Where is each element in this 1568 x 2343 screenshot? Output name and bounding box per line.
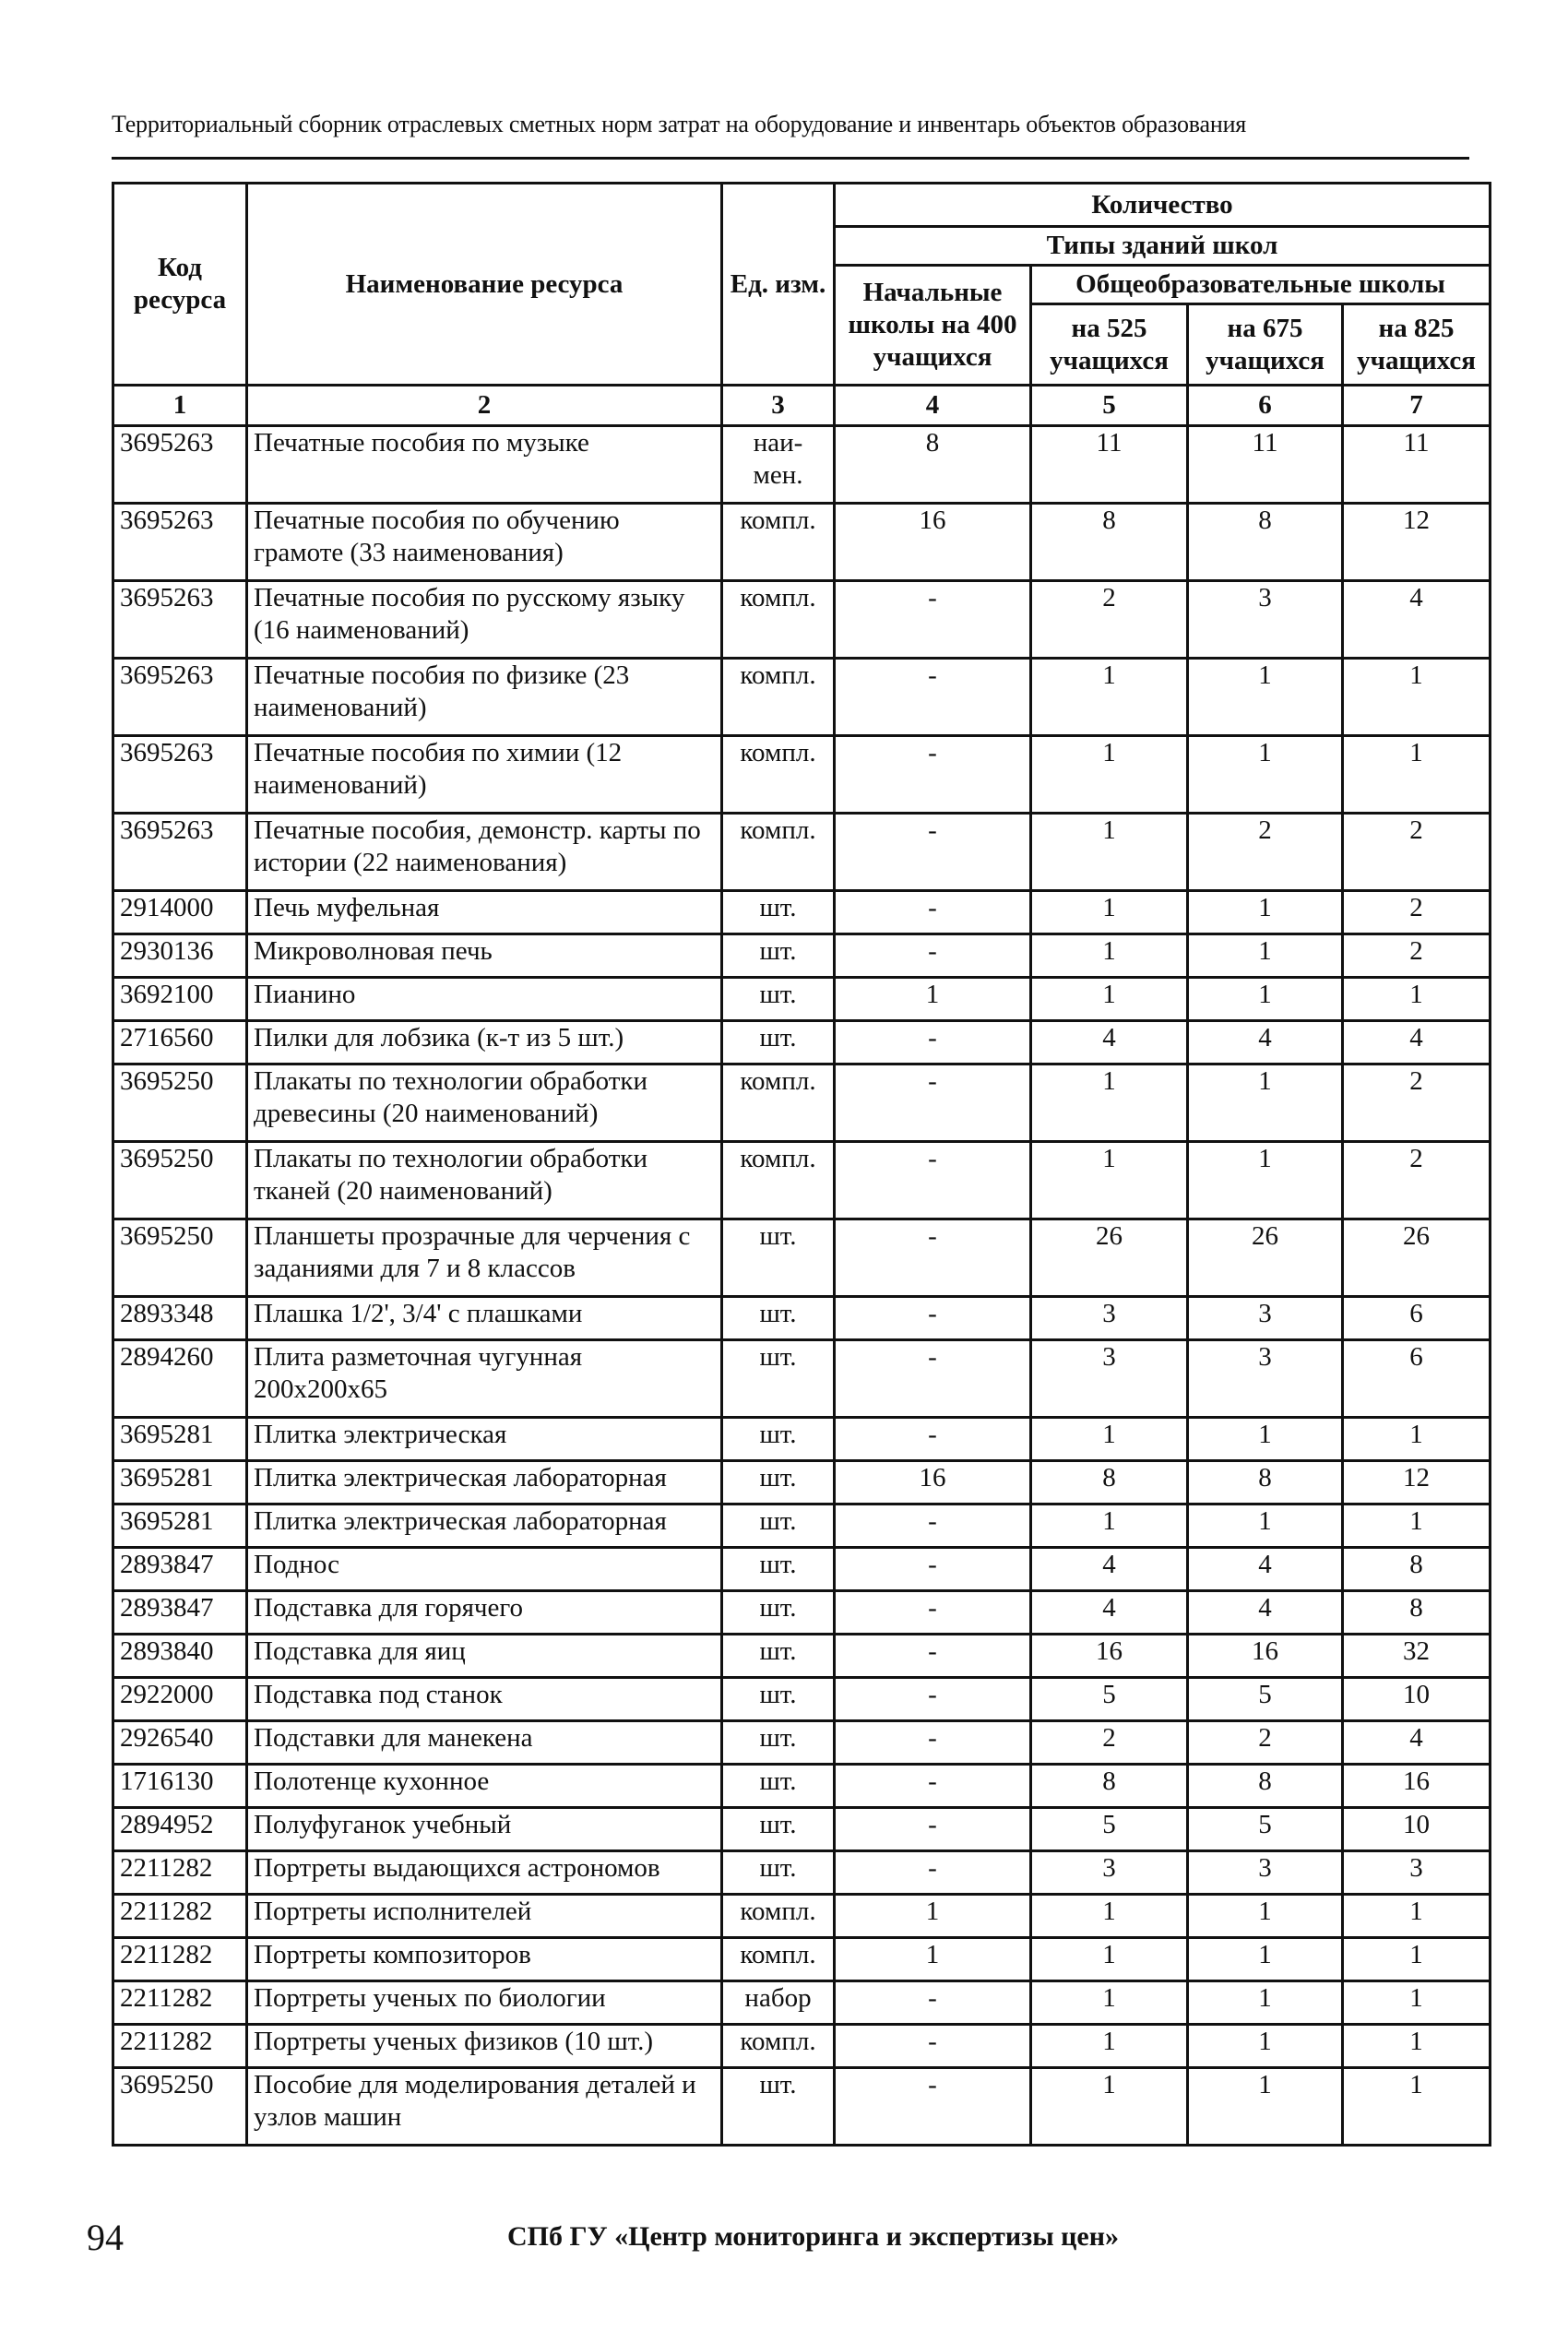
qty-825: 10 [1343,1808,1491,1851]
qty-825: 1 [1343,1895,1491,1938]
table-row [113,1021,1491,1064]
qty-825: 32 [1343,1635,1491,1678]
resource-name: Портреты ученых физиков (10 шт.) [247,2025,722,2068]
resource-name: Подставка для яиц [247,1635,722,1678]
unit: компл. [722,814,835,891]
table-row [113,1548,1491,1591]
resource-code: 3695263 [113,736,247,814]
qty-400: - [835,1297,1031,1340]
qty-400: - [835,659,1031,736]
qty-525: 4 [1031,1548,1188,1591]
qty-400: 1 [835,1895,1031,1938]
table-row [113,1461,1491,1505]
qty-525: 1 [1031,1064,1188,1142]
qty-400: - [835,581,1031,659]
qty-525: 3 [1031,1851,1188,1895]
qty-825: 1 [1343,978,1491,1021]
unit: шт. [722,1635,835,1678]
table-body [113,426,1491,2146]
qty-825: 4 [1343,1021,1491,1064]
unit: компл. [722,736,835,814]
qty-825: 26 [1343,1219,1491,1297]
qty-525: 8 [1031,1765,1188,1808]
qty-400: 1 [835,978,1031,1021]
table-row [113,934,1491,978]
resource-name: Плитка электрическая лабораторная [247,1505,722,1548]
header-name: Наименование ресурса [247,184,722,386]
resource-name: Микроволновая печь [247,934,722,978]
resource-name: Портреты композиторов [247,1938,722,1981]
qty-825: 1 [1343,736,1491,814]
qty-525: 11 [1031,426,1188,504]
qty-400: - [835,1418,1031,1461]
qty-400: 8 [835,426,1031,504]
qty-400: - [835,1591,1031,1635]
qty-525: 1 [1031,736,1188,814]
unit: шт. [722,978,835,1021]
unit: наи-мен. [722,426,835,504]
qty-400: - [835,1219,1031,1297]
qty-675: 1 [1188,1505,1343,1548]
qty-675: 8 [1188,1461,1343,1505]
table-row [113,1938,1491,1981]
qty-675: 8 [1188,1765,1343,1808]
header-525: на 525 учащихся [1031,304,1188,386]
table-row [113,504,1491,581]
column-number: 6 [1188,386,1343,426]
unit: компл. [722,581,835,659]
resource-code: 2930136 [113,934,247,978]
qty-525: 1 [1031,934,1188,978]
qty-675: 16 [1188,1635,1343,1678]
qty-825: 2 [1343,1064,1491,1142]
table-row [113,581,1491,659]
qty-525: 1 [1031,2025,1188,2068]
qty-525: 1 [1031,1895,1188,1938]
resource-name: Плитка электрическая [247,1418,722,1461]
unit: шт. [722,1340,835,1418]
resource-code: 2211282 [113,1895,247,1938]
table-row [113,1635,1491,1678]
qty-825: 1 [1343,659,1491,736]
qty-400: - [835,1142,1031,1219]
qty-675: 1 [1188,934,1343,978]
table-row [113,1297,1491,1340]
table-row [113,1219,1491,1297]
table-row [113,1808,1491,1851]
qty-400: - [835,1678,1031,1721]
qty-825: 3 [1343,1851,1491,1895]
qty-525: 8 [1031,504,1188,581]
resource-name: Портреты выдающихся астрономов [247,1851,722,1895]
table-row [113,659,1491,736]
qty-400: - [835,1808,1031,1851]
qty-675: 11 [1188,426,1343,504]
resource-code: 3695250 [113,1064,247,1142]
unit: компл. [722,2025,835,2068]
resource-code: 2914000 [113,891,247,934]
qty-825: 1 [1343,1418,1491,1461]
qty-400: 16 [835,504,1031,581]
resource-name: Печь муфельная [247,891,722,934]
unit: шт. [722,1505,835,1548]
header-general-schools: Общеобразовательные школы [1031,266,1491,304]
table-row [113,1418,1491,1461]
resource-code: 3695281 [113,1505,247,1548]
resource-name: Плашка 1/2', 3/4' с плашками [247,1297,722,1340]
resource-code: 3695250 [113,2068,247,2146]
table-row [113,1064,1491,1142]
qty-525: 26 [1031,1219,1188,1297]
qty-400: - [835,891,1031,934]
resource-code: 3695250 [113,1142,247,1219]
resource-code: 3695263 [113,504,247,581]
resource-name: Плакаты по технологии обработки тканей (20 наименований) [247,1142,722,1219]
table-row [113,426,1491,504]
table-row [113,1765,1491,1808]
qty-825: 8 [1343,1591,1491,1635]
column-number: 5 [1031,386,1188,426]
column-number: 1 [113,386,247,426]
qty-825: 2 [1343,934,1491,978]
resource-code: 2893847 [113,1548,247,1591]
qty-675: 1 [1188,1064,1343,1142]
qty-825: 4 [1343,581,1491,659]
qty-675: 1 [1188,1981,1343,2025]
resource-name: Плитка электрическая лабораторная [247,1461,722,1505]
qty-525: 4 [1031,1591,1188,1635]
qty-400: - [835,1635,1031,1678]
resource-code: 2926540 [113,1721,247,1765]
qty-675: 2 [1188,814,1343,891]
qty-525: 5 [1031,1808,1188,1851]
resource-code: 2211282 [113,1938,247,1981]
resource-code: 3695263 [113,426,247,504]
unit: шт. [722,1297,835,1340]
qty-675: 1 [1188,659,1343,736]
resource-code: 3695263 [113,581,247,659]
qty-825: 11 [1343,426,1491,504]
resource-name: Пилки для лобзика (к-т из 5 шт.) [247,1021,722,1064]
qty-525: 1 [1031,1505,1188,1548]
unit: шт. [722,2068,835,2146]
resource-name: Печатные пособия по физике (23 наименований) [247,659,722,736]
unit: компл. [722,1938,835,1981]
table-row [113,1851,1491,1895]
resource-name: Поднос [247,1548,722,1591]
qty-400: - [835,934,1031,978]
resource-code: 2893840 [113,1635,247,1678]
qty-825: 2 [1343,891,1491,934]
unit: набор [722,1981,835,2025]
qty-675: 4 [1188,1021,1343,1064]
unit: шт. [722,1765,835,1808]
qty-525: 5 [1031,1678,1188,1721]
qty-825: 8 [1343,1548,1491,1591]
qty-825: 4 [1343,1721,1491,1765]
qty-675: 1 [1188,1895,1343,1938]
running-header: Территориальный сборник отраслевых сметных норм затрат на оборудование и инвентарь объектов образования [112,111,1247,137]
resource-code: 2716560 [113,1021,247,1064]
qty-400: - [835,1064,1031,1142]
qty-525: 1 [1031,659,1188,736]
column-number: 3 [722,386,835,426]
qty-675: 8 [1188,504,1343,581]
resource-name: Плакаты по технологии обработки древесины (20 наименований) [247,1064,722,1142]
resource-name: Портреты исполнителей [247,1895,722,1938]
unit: компл. [722,1895,835,1938]
header-675: на 675 учащихся [1188,304,1343,386]
qty-525: 4 [1031,1021,1188,1064]
qty-825: 12 [1343,1461,1491,1505]
resource-name: Печатные пособия по музыке [247,426,722,504]
qty-400: - [835,814,1031,891]
table-row [113,978,1491,1021]
table-row [113,2068,1491,2146]
qty-400: - [835,1505,1031,1548]
resource-code: 2211282 [113,2025,247,2068]
qty-525: 1 [1031,891,1188,934]
qty-400: 16 [835,1461,1031,1505]
resource-code: 3695281 [113,1418,247,1461]
qty-675: 5 [1188,1678,1343,1721]
qty-825: 12 [1343,504,1491,581]
unit: шт. [722,1591,835,1635]
resource-code: 3692100 [113,978,247,1021]
table-row [113,736,1491,814]
header-code: Код ресурса [113,184,247,386]
qty-400: - [835,736,1031,814]
qty-675: 3 [1188,581,1343,659]
qty-525: 2 [1031,1721,1188,1765]
qty-525: 1 [1031,1142,1188,1219]
qty-525: 1 [1031,1418,1188,1461]
qty-525: 1 [1031,978,1188,1021]
qty-525: 3 [1031,1297,1188,1340]
qty-825: 1 [1343,2025,1491,2068]
qty-825: 6 [1343,1297,1491,1340]
qty-675: 1 [1188,736,1343,814]
resource-code: 2922000 [113,1678,247,1721]
qty-675: 4 [1188,1591,1343,1635]
resource-name: Плита разметочная чугунная 200х200х65 [247,1340,722,1418]
resource-table [112,182,1491,2147]
unit: шт. [722,934,835,978]
qty-825: 10 [1343,1678,1491,1721]
qty-675: 1 [1188,978,1343,1021]
qty-400: - [835,2068,1031,2146]
resource-name: Печатные пособия по обучению грамоте (33 наименования) [247,504,722,581]
unit: шт. [722,1678,835,1721]
table-row [113,1505,1491,1548]
resource-name: Печатные пособия по химии (12 наименований) [247,736,722,814]
header-rule [112,157,1469,160]
unit: компл. [722,659,835,736]
qty-675: 1 [1188,891,1343,934]
unit: шт. [722,1808,835,1851]
resource-name: Полотенце кухонное [247,1765,722,1808]
column-number: 7 [1343,386,1491,426]
resource-name: Пособие для моделирования деталей и узлов машин [247,2068,722,2146]
qty-675: 3 [1188,1851,1343,1895]
qty-675: 1 [1188,2068,1343,2146]
table-row [113,1678,1491,1721]
resource-name: Портреты ученых по биологии [247,1981,722,2025]
qty-525: 1 [1031,814,1188,891]
qty-675: 1 [1188,1418,1343,1461]
resource-code: 3695250 [113,1219,247,1297]
qty-525: 1 [1031,1981,1188,2025]
header-building-types: Типы зданий школ [835,227,1491,266]
qty-400: - [835,1021,1031,1064]
qty-400: - [835,1981,1031,2025]
qty-825: 1 [1343,2068,1491,2146]
qty-675: 3 [1188,1297,1343,1340]
qty-525: 1 [1031,2068,1188,2146]
qty-825: 16 [1343,1765,1491,1808]
unit: шт. [722,1461,835,1505]
qty-675: 1 [1188,1142,1343,1219]
header-quantity: Количество [835,184,1491,227]
resource-code: 2211282 [113,1851,247,1895]
resource-name: Печатные пособия, демонстр. карты по истории (22 наименования) [247,814,722,891]
qty-400: - [835,2025,1031,2068]
unit: компл. [722,1064,835,1142]
qty-400: - [835,1851,1031,1895]
table-row [113,1591,1491,1635]
unit: шт. [722,1219,835,1297]
resource-code: 3695281 [113,1461,247,1505]
qty-675: 2 [1188,1721,1343,1765]
qty-525: 3 [1031,1340,1188,1418]
qty-675: 5 [1188,1808,1343,1851]
resource-name: Планшеты прозрачные для черчения с заданиями для 7 и 8 классов [247,1219,722,1297]
qty-825: 6 [1343,1340,1491,1418]
qty-825: 1 [1343,1938,1491,1981]
resource-code: 2893348 [113,1297,247,1340]
resource-name: Печатные пособия по русскому языку (16 наименований) [247,581,722,659]
table-row [113,814,1491,891]
qty-825: 1 [1343,1981,1491,2025]
resource-name: Полуфуганок учебный [247,1808,722,1851]
unit: шт. [722,1851,835,1895]
table-row [113,1981,1491,2025]
qty-675: 3 [1188,1340,1343,1418]
resource-code: 2894260 [113,1340,247,1418]
unit: шт. [722,1548,835,1591]
resource-code: 2893847 [113,1591,247,1635]
resource-name: Подставка для горячего [247,1591,722,1635]
page-number: 94 [87,2217,124,2258]
resource-code: 1716130 [113,1765,247,1808]
resource-code: 2211282 [113,1981,247,2025]
table-row [113,1142,1491,1219]
qty-675: 1 [1188,1938,1343,1981]
qty-825: 2 [1343,1142,1491,1219]
qty-525: 16 [1031,1635,1188,1678]
header-unit: Ед. изм. [722,184,835,386]
qty-675: 4 [1188,1548,1343,1591]
qty-400: - [835,1548,1031,1591]
qty-675: 1 [1188,2025,1343,2068]
table-row [113,1895,1491,1938]
resource-code: 3695263 [113,659,247,736]
table-row [113,2025,1491,2068]
qty-400: - [835,1340,1031,1418]
column-number: 4 [835,386,1031,426]
header-primary-400: Начальные школы на 400 учащихся [835,266,1031,386]
qty-825: 2 [1343,814,1491,891]
qty-525: 2 [1031,581,1188,659]
qty-825: 1 [1343,1505,1491,1548]
resource-name: Подставки для манекена [247,1721,722,1765]
resource-code: 2894952 [113,1808,247,1851]
resource-name: Подставка под станок [247,1678,722,1721]
unit: шт. [722,891,835,934]
unit: компл. [722,1142,835,1219]
qty-400: - [835,1765,1031,1808]
resource-code: 3695263 [113,814,247,891]
header-825: на 825 учащихся [1343,304,1491,386]
qty-525: 8 [1031,1461,1188,1505]
table-row [113,1340,1491,1418]
unit: шт. [722,1418,835,1461]
qty-400: 1 [835,1938,1031,1981]
unit: шт. [722,1021,835,1064]
table-row [113,1721,1491,1765]
unit: шт. [722,1721,835,1765]
column-number: 2 [247,386,722,426]
footer-organization: СПб ГУ «Центр мониторинга и экспертизы цен» [507,2221,1120,2252]
table-row [113,891,1491,934]
unit: компл. [722,504,835,581]
qty-525: 1 [1031,1938,1188,1981]
qty-400: - [835,1721,1031,1765]
qty-675: 26 [1188,1219,1343,1297]
column-number-row [113,386,1491,426]
resource-name: Пианино [247,978,722,1021]
